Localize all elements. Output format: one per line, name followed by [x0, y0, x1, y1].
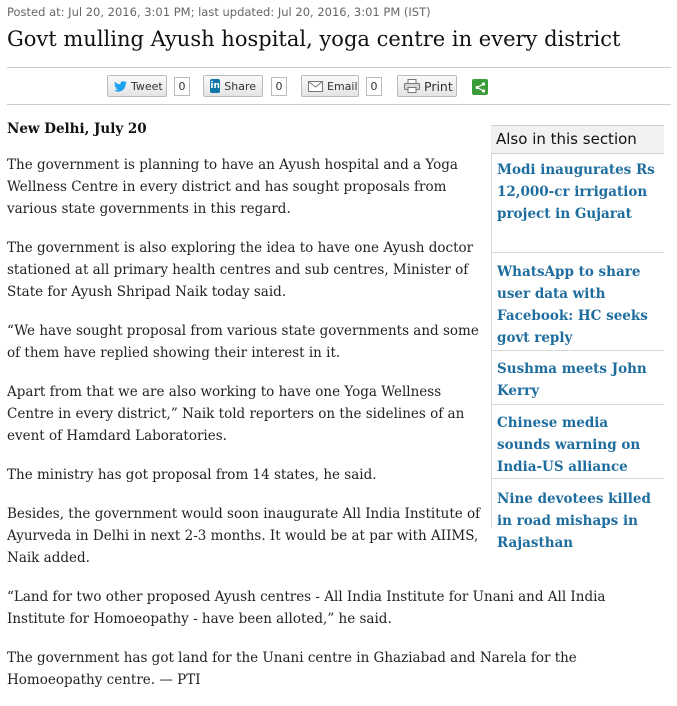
dateline: New Delhi, July 20 — [7, 121, 147, 137]
article-paragraph: The ministry has got proposal from 14 states, he said. — [7, 467, 377, 483]
related-link[interactable]: Modi inaugurates Rs 12,000-cr irrigation project in Gujarat — [497, 162, 655, 222]
article-paragraph: “Land for two other proposed Ayush centres - All India Institute for Unani and All India Institute for Homoeopathy - have been alloted,” he said. — [7, 589, 606, 627]
printer-icon — [404, 79, 420, 93]
article-paragraph: Apart from that we are also working to have one Yoga Wellness Centre in every district,” Naik told reporters on the sidelines of an event of Hamdard Laboratories. — [7, 384, 465, 444]
linkedin-share-button[interactable] — [203, 75, 263, 97]
sidebar-border — [491, 125, 492, 528]
related-link[interactable]: Sushma meets John Kerry — [497, 361, 647, 399]
share-label: Share — [224, 79, 256, 93]
tweet-count: 0 — [174, 77, 190, 96]
related-link[interactable]: Nine devotees killed in road mishaps in Rajasthan — [497, 491, 651, 551]
tweet-button[interactable] — [107, 75, 167, 97]
linkedin-icon: in — [210, 81, 220, 91]
envelope-icon — [308, 81, 323, 92]
email-label: Email — [327, 79, 358, 93]
share-icon[interactable] — [472, 79, 488, 95]
email-count: 0 — [366, 77, 382, 96]
share-count: 0 — [271, 77, 287, 96]
related-link[interactable]: WhatsApp to share user data with Facebook: HC seeks govt reply — [497, 264, 648, 346]
sidebar-divider — [491, 252, 664, 253]
article-paragraph: Besides, the government would soon inaugurate All India Institute of Ayurveda in Delhi in next 2-3 months. It would be at par with AIIMS, Naik added. — [7, 506, 481, 566]
post-meta: Posted at: Jul 20, 2016, 3:01 PM; last updated: Jul 20, 2016, 3:01 PM (IST) — [7, 5, 431, 19]
toolbar-divider — [7, 104, 671, 105]
related-sidebar — [491, 125, 664, 551]
related-link[interactable]: Chinese media sounds warning on India-US alliance — [497, 415, 641, 475]
sidebar-divider — [491, 478, 664, 479]
page-title: Govt mulling Ayush hospital, yoga centre in every district — [7, 27, 621, 51]
tweet-label: Tweet — [131, 79, 163, 93]
article-paragraph: The government is planning to have an Ayush hospital and a Yoga Wellness Centre in every district and has sought proposals from various state governments in this regard. — [7, 157, 458, 217]
print-button[interactable] — [397, 75, 457, 97]
article-paragraph: The government is also exploring the idea to have one Ayush doctor stationed at all primary health centres and sub centres, Minister of State for Ayush Shripad Naik today said. — [7, 240, 474, 300]
sidebar-title: Also in this section — [491, 125, 664, 154]
share-toolbar — [0, 69, 677, 105]
top-divider — [7, 67, 671, 68]
article-paragraph: The government has got land for the Unani centre in Ghaziabad and Narela for the Homoeopathy centre. — PTI — [7, 650, 577, 688]
sidebar-divider — [491, 350, 664, 351]
sidebar-divider — [491, 404, 664, 405]
email-button[interactable] — [301, 75, 359, 97]
article-paragraph: “We have sought proposal from various state governments and some of them have replied showing their interest in it. — [7, 323, 479, 361]
twitter-bird-icon — [114, 81, 127, 92]
print-label: Print — [424, 78, 453, 94]
